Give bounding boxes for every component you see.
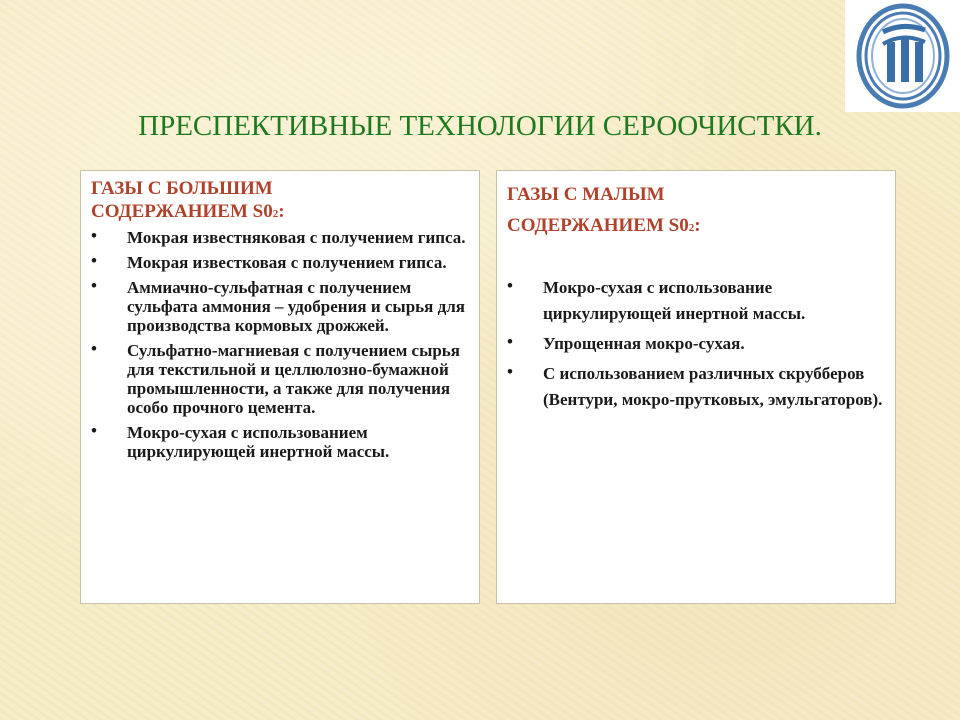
list-item: • Мокро-сухая с использование циркулирующей инертной массы.	[507, 275, 892, 327]
bullet-icon: •	[91, 251, 97, 270]
list-item: • Сульфатно-магниевая с получением сырья для текстильной и целлюлозно-бумажной промышленности, а также для получения особо прочного цемента.	[91, 339, 460, 417]
low-so2-heading	[507, 179, 887, 244]
slide-title: ПРЕСПЕКТИВНЫЕ ТЕХНОЛОГИИ СЕРООЧИСТКИ.	[138, 110, 822, 142]
list-item: • Мокрая известковая с получением гипса.	[91, 251, 447, 272]
heading-line-2: СОДЕРЖАНИЕМ S02:	[507, 215, 701, 236]
list-item: • Мокро-сухая с использованием циркулирующей инертной массы.	[91, 421, 390, 461]
heading-line-2: СОДЕРЖАНИЕМ S02:	[91, 201, 285, 222]
bullet-icon: •	[91, 276, 97, 295]
low-so2-panel	[496, 170, 896, 604]
bullet-icon: •	[507, 362, 513, 381]
high-so2-heading	[91, 177, 471, 226]
university-emblem-icon	[853, 2, 953, 110]
bullet-icon: •	[507, 276, 513, 295]
bullet-icon: •	[507, 332, 513, 351]
list-item: • С использованием различных скрубберов (Вентури, мокро-прутковых, эмульгаторов).	[507, 361, 892, 413]
list-item: • Упрощенная мокро-сухая.	[507, 331, 892, 357]
low-so2-list	[507, 275, 892, 417]
logo-box	[845, 0, 960, 112]
high-so2-list	[91, 228, 476, 467]
bullet-icon: •	[91, 339, 97, 358]
list-item: • Аммиачно-сульфатная с получением сульфата аммония – удобрения и сырья для производства кормовых дрожжей.	[91, 276, 465, 335]
bullet-icon: •	[91, 226, 97, 245]
heading-line-1: ГАЗЫ С БОЛЬШИМ	[91, 178, 273, 199]
heading-line-1: ГАЗЫ С МАЛЫМ	[507, 184, 665, 205]
list-item: • Мокрая известняковая с получением гипса.	[91, 226, 466, 247]
high-so2-panel	[80, 170, 480, 604]
bullet-icon: •	[91, 421, 97, 440]
